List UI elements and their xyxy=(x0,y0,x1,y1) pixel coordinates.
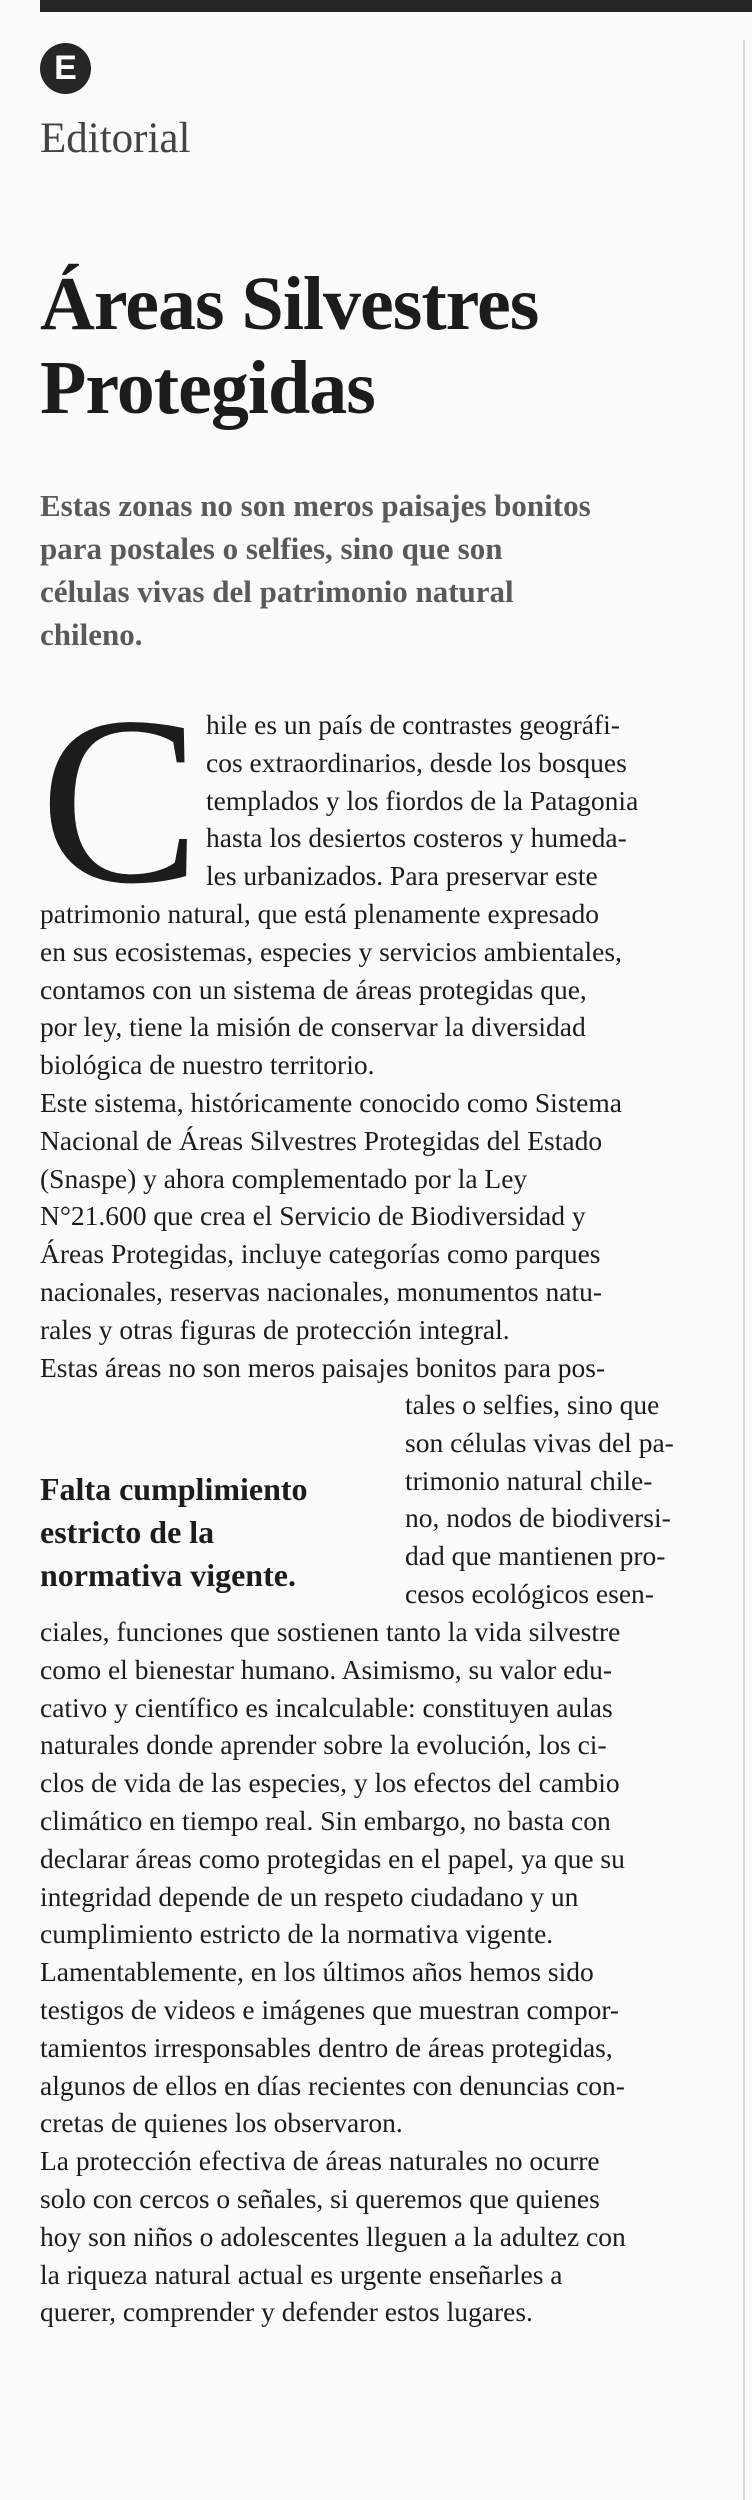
body-line: solo con cercos o señales, si queremos que quienes xyxy=(40,2182,600,2214)
body-line: cumplimiento estricto de la normativa vigente. xyxy=(40,1918,554,1950)
body-line: contamos con un sistema de áreas protegidas que, xyxy=(40,973,587,1005)
body-line: por ley, tiene la misión de conservar la diversidad xyxy=(40,1011,586,1043)
pull-quote-line: normativa vigente. xyxy=(40,1557,296,1593)
body-line: templados y los fiordos de la Patagonia xyxy=(206,784,639,816)
lede-line: chileno. xyxy=(40,617,143,652)
wrap-column xyxy=(405,1386,735,1613)
body-line: no, nodos de biodiversi- xyxy=(405,1502,671,1534)
body-line: testigos de videos e imágenes que muestran compor- xyxy=(40,1993,620,2025)
body-line: La protección efectiva de áreas naturales no ocurre xyxy=(40,2145,600,2177)
body-line: (Snaspe) y ahora complementado por la Ley xyxy=(40,1162,528,1194)
lede-line: para postales o selfies, sino que son xyxy=(40,531,503,566)
pull-quote-line: Falta cumplimiento xyxy=(40,1471,308,1507)
body-line: Nacional de Áreas Silvestres Protegidas del Estado xyxy=(40,1124,603,1156)
top-rule xyxy=(40,0,752,12)
body-line: patrimonio natural, que está plenamente expresado xyxy=(40,898,599,929)
body-line: cretas de quienes los observaron. xyxy=(40,2107,403,2139)
headline-line: Protegidas xyxy=(40,346,375,430)
body-line: climático en tiempo real. Sin embargo, no basta con xyxy=(40,1804,611,1836)
body-line: cativo y científico es incalculable: constituyen aulas xyxy=(40,1691,613,1723)
pull-quote xyxy=(40,1468,380,1597)
body-line: Este sistema, históricamente conocido como Sistema xyxy=(40,1086,622,1118)
lede xyxy=(40,484,735,656)
body-line: les urbanizados. Para preservar este xyxy=(206,860,598,892)
body-block-1 xyxy=(40,895,740,1386)
body-block-2 xyxy=(40,1613,740,2331)
body-line: la riqueza natural actual es urgente enseñarles a xyxy=(40,2258,563,2290)
body-line: en sus ecosistemas, especies y servicios ambientales, xyxy=(40,935,622,967)
column-rule xyxy=(743,40,745,2500)
body-line: Lamentablemente, en los últimos años hemos sido xyxy=(40,1956,594,1988)
body-line: clos de vida de las especies, y los efectos del cambio xyxy=(40,1767,620,1799)
body-line: naturales donde aprender sobre la evolución, los ci- xyxy=(40,1729,607,1761)
intro-paragraph xyxy=(206,706,736,895)
body-line: nacionales, reservas nacionales, monumentos natu- xyxy=(40,1275,603,1307)
pull-quote-line: estricto de la xyxy=(40,1514,215,1550)
body-line: trimonio natural chile- xyxy=(405,1464,653,1496)
body-line: cesos ecológicos esen- xyxy=(405,1577,654,1609)
body-line: hasta los desiertos costeros y humeda- xyxy=(206,822,627,854)
body-line: declarar áreas como protegidas en el papel, ya que su xyxy=(40,1842,625,1874)
body-line: dad que mantienen pro- xyxy=(405,1540,666,1572)
body-line: rales y otras figuras de protección integral. xyxy=(40,1313,510,1345)
body-line: querer, comprender y defender estos lugares. xyxy=(40,2296,533,2328)
body-line: hoy son niños o adolescentes lleguen a la adultez con xyxy=(40,2220,626,2252)
section-label: Editorial xyxy=(40,115,191,162)
body-line: como el bienestar humano. Asimismo, su valor edu- xyxy=(40,1653,613,1685)
drop-cap: C xyxy=(40,667,201,933)
body-line: hile es un país de contrastes geográfi- xyxy=(206,709,620,740)
body-line: N°21.600 que crea el Servicio de Biodiversidad y xyxy=(40,1200,586,1232)
lede-line: células vivas del patrimonio natural xyxy=(40,574,514,609)
body-line: integridad depende de un respeto ciudadano y un xyxy=(40,1880,579,1912)
body-line: tamientos irresponsables dentro de áreas protegidas, xyxy=(40,2031,613,2063)
body-line: son células vivas del pa- xyxy=(405,1426,674,1458)
body-line: algunos de ellos en días recientes con denuncias con- xyxy=(40,2069,625,2101)
headline xyxy=(40,262,730,430)
body-line: Estas áreas no son meros paisajes bonitos para pos- xyxy=(40,1351,606,1383)
body-line: biológica de nuestro territorio. xyxy=(40,1049,375,1081)
body-line: Áreas Protegidas, incluye categorías como parques xyxy=(40,1238,601,1270)
section-badge: E xyxy=(40,43,91,94)
body-line: ciales, funciones que sostienen tanto la vida silvestre xyxy=(40,1616,621,1647)
body-line: tales o selfies, sino que xyxy=(405,1389,660,1420)
headline-line: Áreas Silvestres xyxy=(40,262,539,346)
lede-line: Estas zonas no son meros paisajes bonitos xyxy=(40,488,591,523)
body-line: cos extraordinarios, desde los bosques xyxy=(206,746,627,778)
